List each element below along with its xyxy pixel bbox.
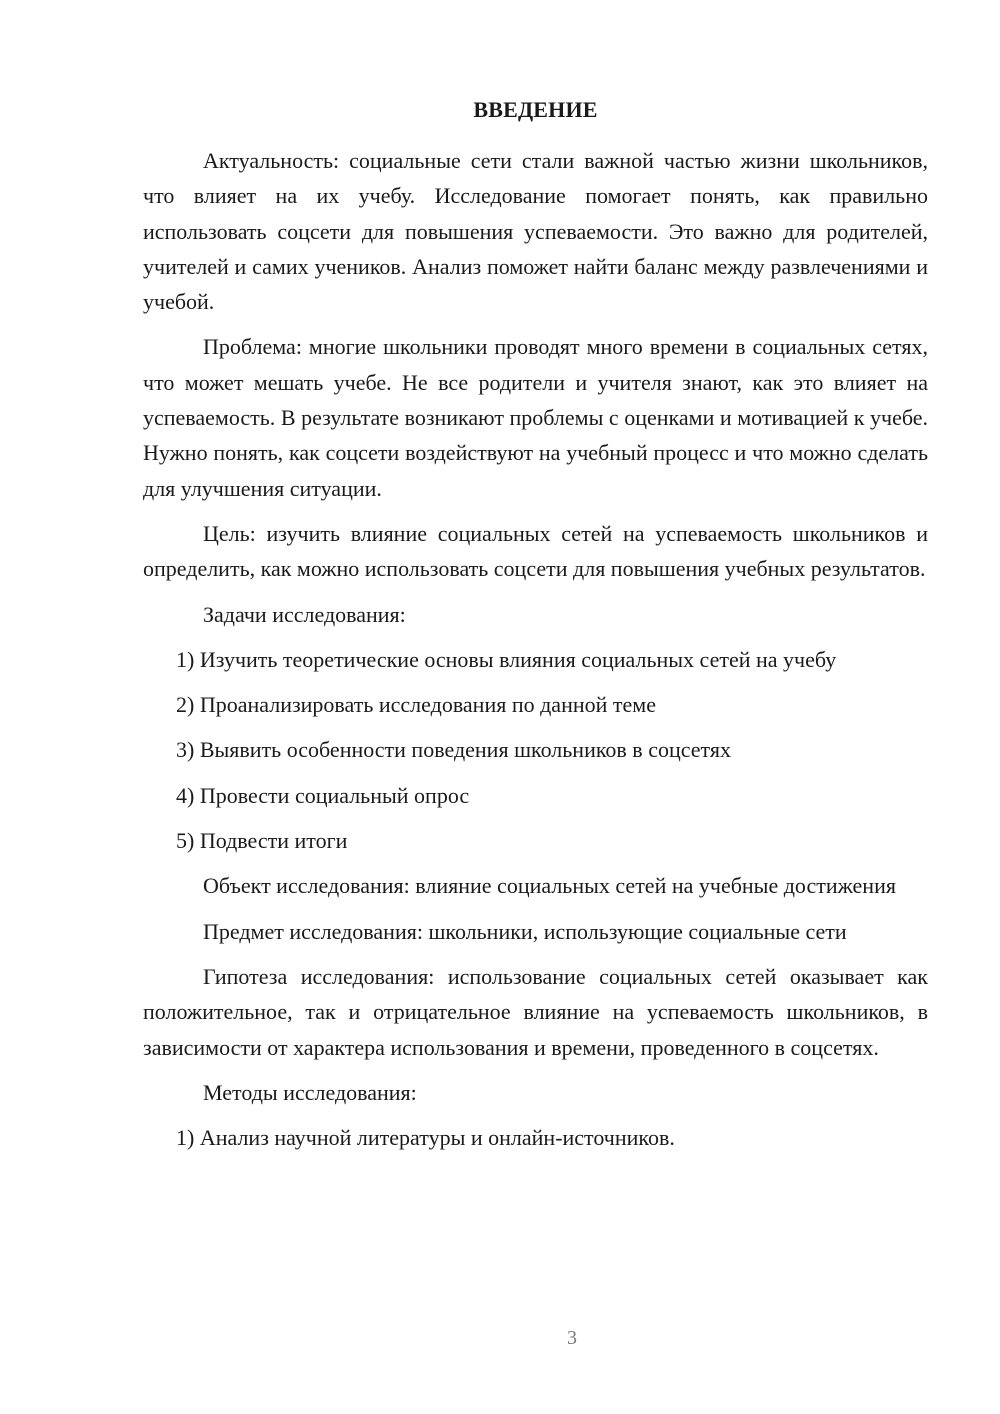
method-item-1: 1) Анализ научной литературы и онлайн-источников.: [176, 1125, 675, 1151]
problem-paragraph: Проблема: многие школьники проводят много времени в социальных сетях, что может мешать учебе. Не все родители и учителя знают, как это влияет на успеваемость. В результате возникают проблемы с оценками и мотивацией к учебе. Нужно понять, как соцсети воздействуют на учебный процесс и что можно сделать для улучшения ситуации.: [143, 334, 928, 501]
task-item-4: 4) Провести социальный опрос: [176, 782, 470, 808]
methods-heading: Методы исследования:: [203, 1079, 417, 1105]
goal-paragraph: Цель: изучить влияние социальных сетей на успеваемость школьников и определить, как можно использовать соцсети для повышения учебных результатов.: [143, 520, 928, 582]
page-number: 3: [567, 1327, 577, 1349]
page-title: ВВЕДЕНИЕ: [473, 97, 598, 122]
relevance-paragraph: Актуальность: социальные сети стали важной частью жизни школьников, что влияет на их учебу. Исследование помогает понять, как правильно использовать соцсети для повышения успеваемости. Это важно для родителей, учителей и самих учеников. Анализ поможет найти баланс между развлечениями и учебой.: [143, 148, 928, 315]
task-item-3: 3) Выявить особенности поведения школьников в соцсетях: [176, 737, 731, 763]
task-item-5: 5) Подвести итоги: [176, 828, 348, 854]
hypothesis-paragraph: Гипотеза исследования: использование социальных сетей оказывает как положительное, так и отрицательное влияние на успеваемость школьников, в зависимости от характера использования и времени, проведенного в соцсетях.: [143, 963, 928, 1060]
tasks-heading: Задачи исследования:: [203, 601, 406, 627]
task-item-1: 1) Изучить теоретические основы влияния социальных сетей на учебу: [176, 646, 837, 672]
page-content: [143, 95, 928, 1165]
object-paragraph: Объект исследования: влияние социальных сетей на учебные достижения: [203, 873, 896, 899]
task-item-2: 2) Проанализировать исследования по данной теме: [176, 692, 656, 718]
subject-paragraph: Предмет исследования: школьники, использующие социальные сети: [203, 918, 847, 944]
